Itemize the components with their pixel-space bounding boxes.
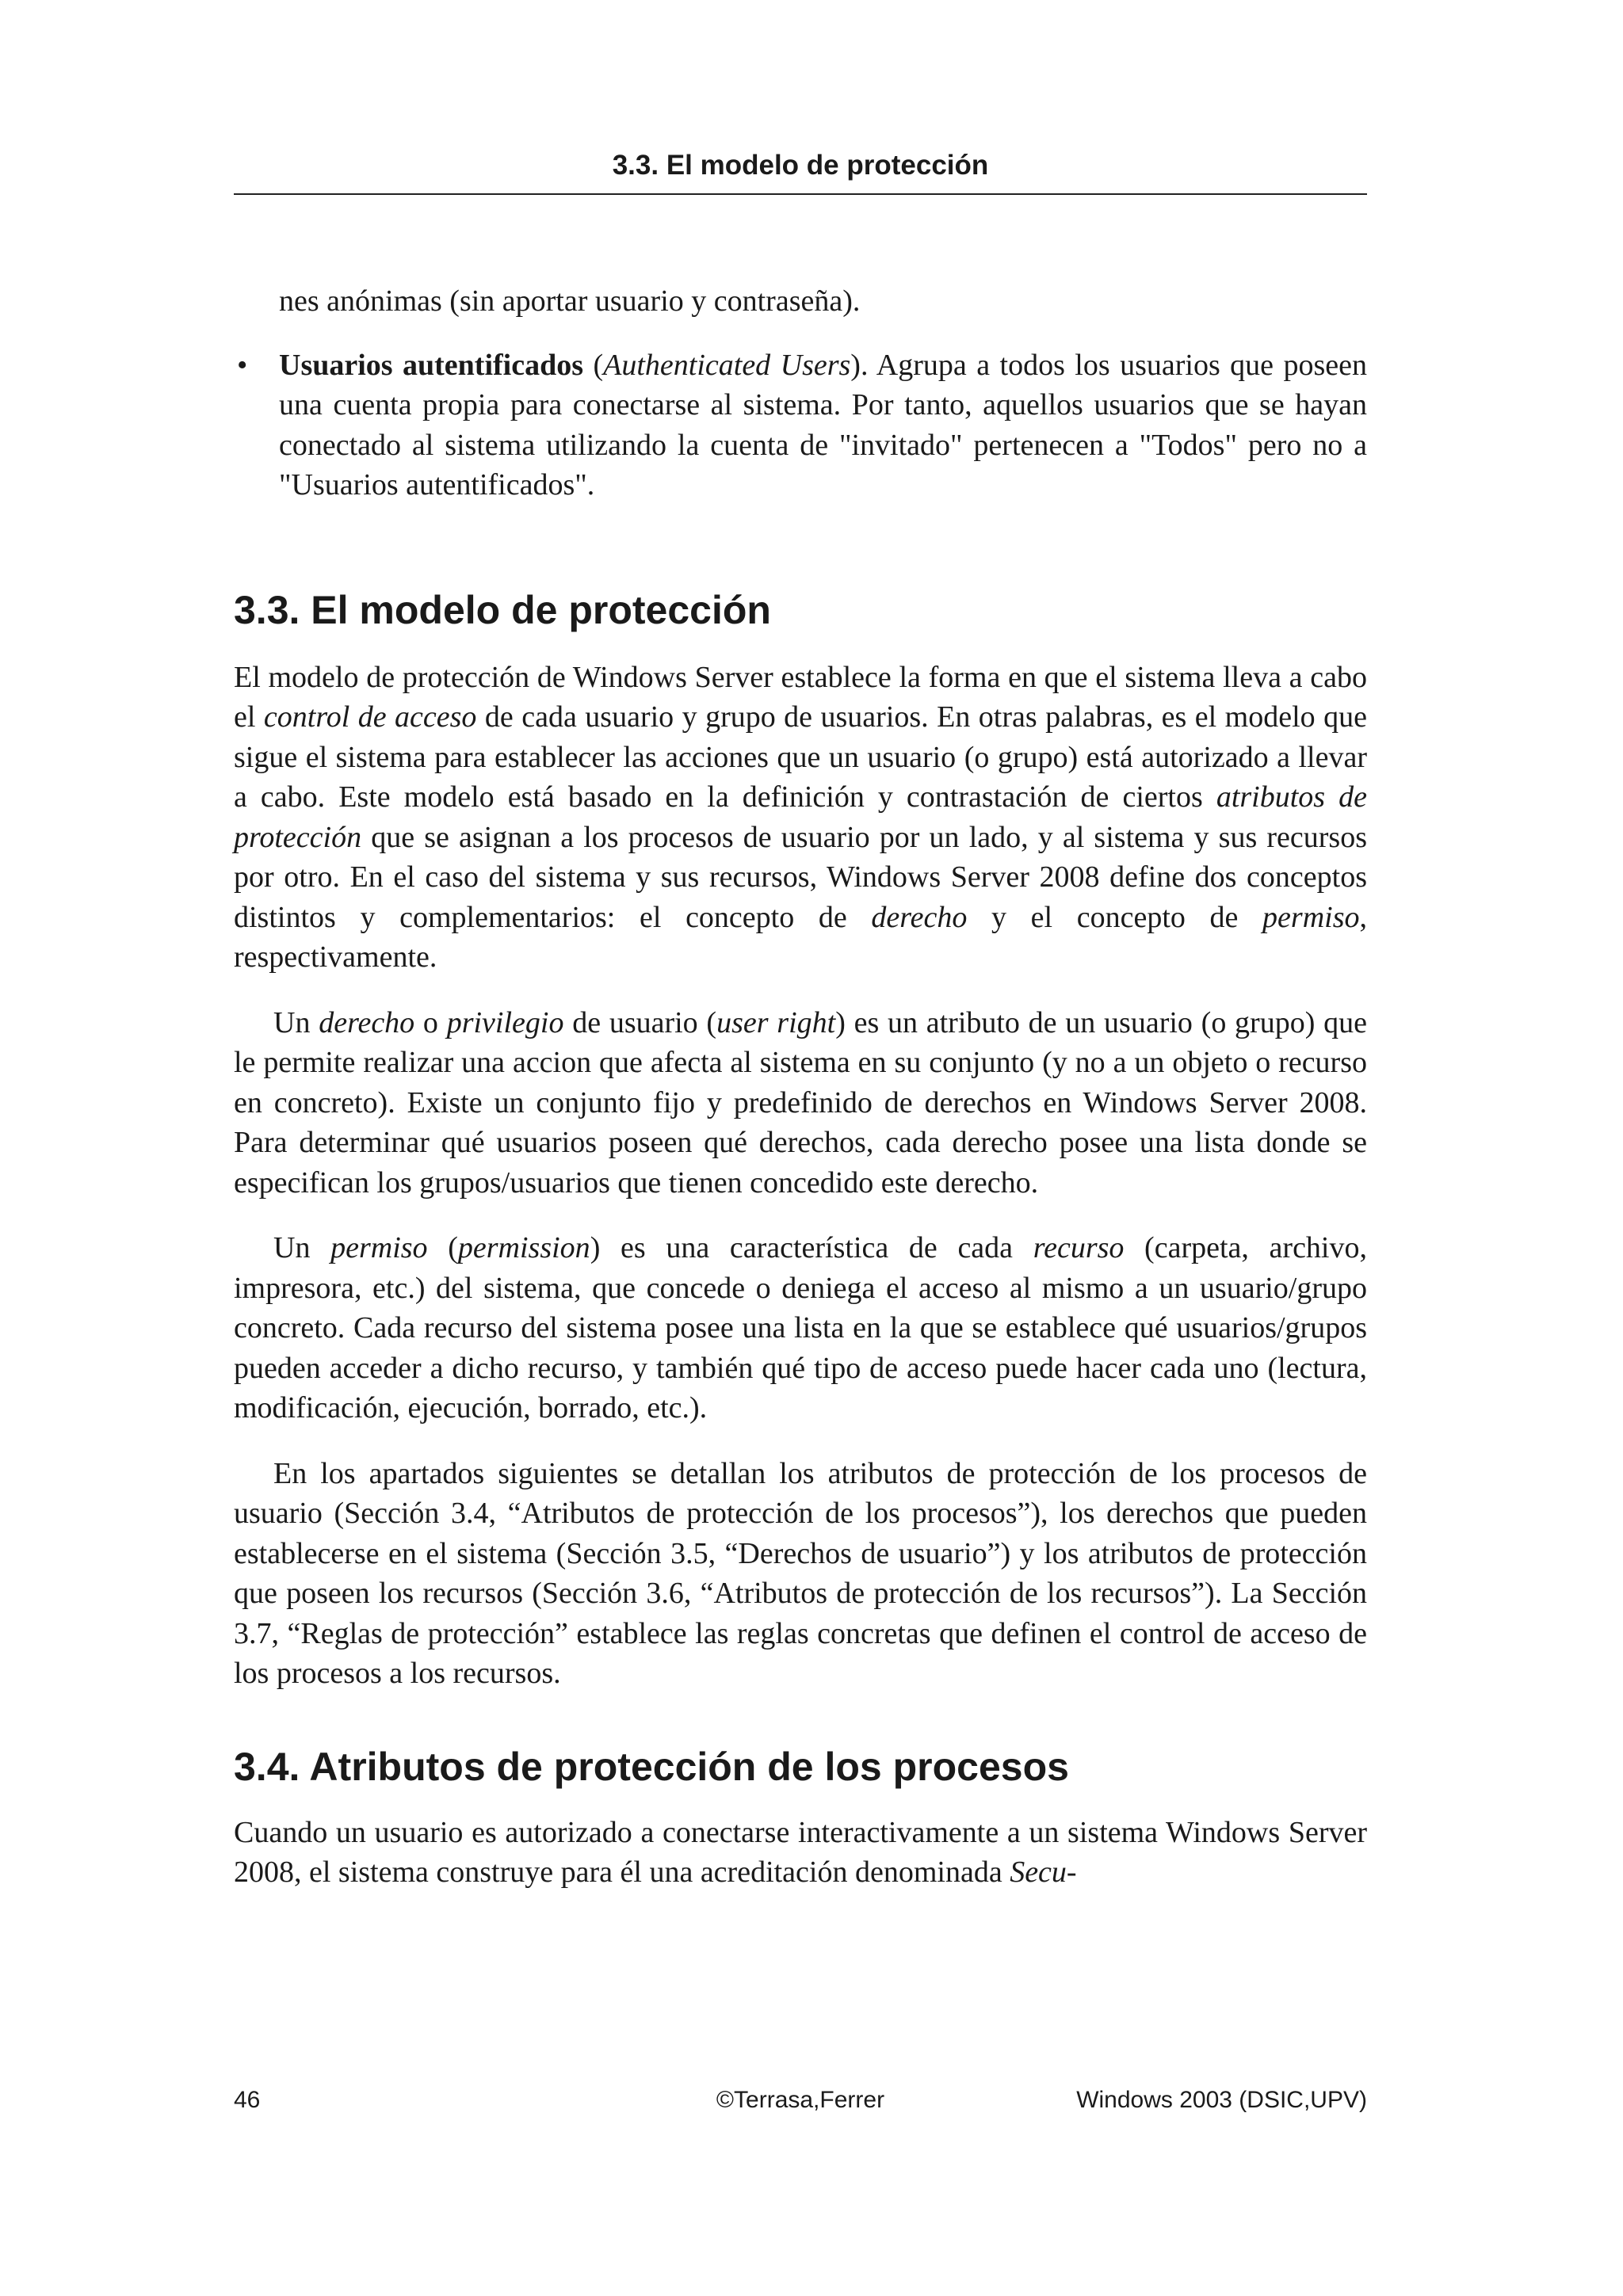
bullet-text: . Agrupa a todos los usuarios que poseen una cuenta propia para conectarse al sistema. Por tanto, aquellos usuarios que se hayan conectado al sistema utilizando la cuenta de "invitado" pertenecen a "Todos" pero no a "Usuarios autentificados". bbox=[279, 348, 1368, 502]
term-security: Secu- bbox=[1010, 1855, 1077, 1889]
bullet-icon: • bbox=[237, 348, 248, 382]
paragraph-permiso: Un permiso (permission) es una característica de cada recurso (carpeta, archivo, impresora, etc.) del sistema, que concede o deniega el acceso al mismo a un usuario/grupo concreto. Cada recurso del sistema posee una lista en la que se establece qué usuarios/grupos pueden acceder a dicho recurso, y también qué tipo de acceso puede hacer cada uno (lectura, modificación, ejecución, borrado, etc.). bbox=[234, 1231, 1367, 1425]
term-derecho: derecho bbox=[871, 900, 968, 934]
paragraph-derecho: Un derecho o privilegio de usuario (user right) es un atributo de un usuario (o grupo) que le permite realizar una accion que afecta al sistema en su conjunto (y no a un objeto o recurso en concreto). Existe un conjunto fijo y predefinido de derechos en Windows Server 2008. Para determinar qué usuarios poseen qué derechos, cada derecho posee una lista donde se especifican los grupos/usuarios que tienen concedido este derecho. bbox=[234, 1005, 1367, 1199]
term-atributos-de-proteccion: atributos de protección bbox=[234, 780, 1367, 854]
bullet-list bbox=[234, 345, 1367, 505]
term-permiso: permiso bbox=[1262, 900, 1360, 934]
section-heading-3-3: 3.3. El modelo de protección bbox=[234, 587, 771, 632]
bullet-term: Usuarios autentificados bbox=[279, 348, 584, 382]
paragraph-acreditacion: Cuando un usuario es autorizado a conectarse interactivamente a un sistema Windows Server 2008, el sistema construye para él una acreditación denominada Secu- bbox=[234, 1815, 1367, 1889]
footer-book-title: Windows 2003 (DSIC,UPV) bbox=[1076, 2087, 1367, 2113]
paragraph-model-intro: El modelo de protección de Windows Server establece la forma en que el sistema lleva a cabo el control de acceso de cada usuario y grupo de usuarios. En otras palabras, es el modelo que sigue el sistema para establecer las acciones que un usuario (o grupo) está autorizado a llevar a cabo. Este modelo está basado en la definición y contrastación de ciertos atributos de protección que se asignan a los procesos de usuario por un lado, y al sistema y sus recursos por otro. En el caso del sistema y sus recursos, Windows Server 2008 define dos conceptos distintos y complementarios: el concepto de derecho y el concepto de permiso, respectivamente. bbox=[234, 660, 1367, 974]
bullet-item: • Usuarios autentificados (Authenticated Users). Agrupa a todos los usuarios que poseen una cuenta propia para conectarse al sistema. Por tanto, aquellos usuarios que se hayan conectado al sistema utilizando la cuenta de "invitado" pertenecen a "Todos" pero no a "Usuarios autentificados". bbox=[234, 345, 1367, 505]
footer-copyright: ©Terrasa,Ferrer bbox=[716, 2087, 885, 2113]
body-text bbox=[234, 281, 1367, 1893]
section-heading-3-4: 3.4. Atributos de protección de los procesos bbox=[234, 1744, 1069, 1789]
continuation-paragraph: nes anónimas (sin aportar usuario y contraseña). bbox=[279, 284, 861, 318]
header-rule bbox=[234, 193, 1367, 195]
term-control-de-acceso: control de acceso bbox=[263, 700, 477, 734]
running-header: 3.3. El modelo de protección bbox=[612, 150, 989, 181]
paragraph-apartados: En los apartados siguientes se detallan los atributos de protección de los procesos de usuario (Sección 3.4, “Atributos de protección de los procesos”), los derechos que pueden establecerse en el sistema (Sección 3.5, “Derechos de usuario”) y los atributos de protección que poseen los recursos (Sección 3.6, “Atributos de protección de los recursos”). La Sección 3.7, “Reglas de protección” establece las reglas concretas que definen el control de acceso de los procesos a los recursos. bbox=[234, 1456, 1367, 1690]
page-number: 46 bbox=[234, 2087, 261, 2113]
bullet-term-english: Authenticated Users bbox=[603, 348, 851, 382]
